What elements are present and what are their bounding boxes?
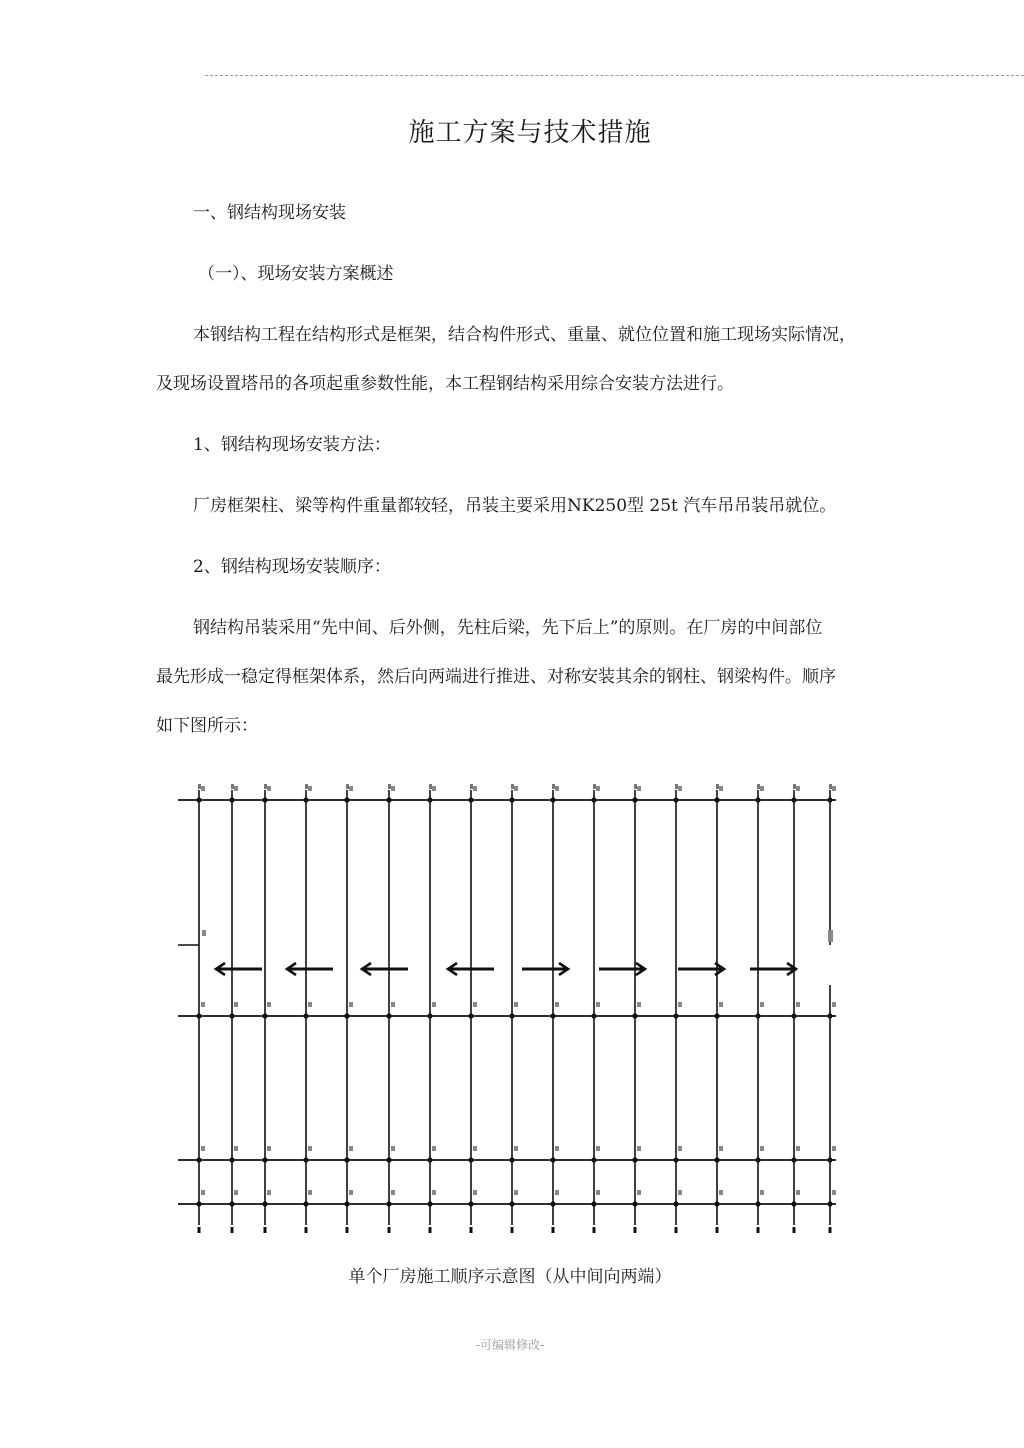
grid-node — [303, 1013, 308, 1018]
column-axis-marker — [346, 784, 349, 789]
column-axis-marker — [511, 1227, 514, 1233]
grid-node — [468, 1201, 473, 1206]
node-label-mark — [234, 786, 238, 791]
node-label-mark — [234, 1190, 238, 1195]
arrow-right-icon — [522, 963, 568, 975]
node-label-mark — [760, 1146, 764, 1151]
column-axis-marker — [305, 1227, 308, 1233]
node-label-mark — [596, 1002, 600, 1007]
node-label-mark — [432, 1190, 436, 1195]
grid-node — [344, 1013, 349, 1018]
node-label-mark — [832, 1146, 836, 1151]
node-label-mark — [391, 1190, 395, 1195]
node-label-mark — [596, 1190, 600, 1195]
node-label-mark — [796, 786, 800, 791]
node-label-mark — [349, 1002, 353, 1007]
node-label-mark — [637, 786, 641, 791]
grid-node — [791, 1201, 796, 1206]
node-label-mark — [308, 1146, 312, 1151]
grid-node — [791, 797, 796, 802]
grid-node — [196, 1157, 201, 1162]
grid-node — [262, 1157, 267, 1162]
grid-node — [591, 797, 596, 802]
node-label-mark — [678, 1002, 682, 1007]
grid-node — [196, 1201, 201, 1206]
grid-node — [196, 797, 201, 802]
column-axis-marker — [470, 784, 473, 789]
node-label-mark — [391, 786, 395, 791]
grid-node — [827, 1201, 832, 1206]
node-label-mark — [555, 1190, 559, 1195]
column-axis-marker — [716, 784, 719, 789]
item-1-heading: 1、钢结构现场安装方法： — [193, 435, 391, 455]
grid-node — [229, 1013, 234, 1018]
node-label-mark — [637, 1002, 641, 1007]
column-axis-marker — [264, 1227, 267, 1233]
node-label-mark — [267, 1002, 271, 1007]
column-axis-marker — [675, 784, 678, 789]
item-1-text: 厂房框架柱、梁等构件重量都较轻，吊装主要采用NK250型 25t 汽车吊吊装吊就位。 — [193, 496, 837, 516]
page-footer: -可编辑修改- — [475, 1338, 545, 1352]
column-axis-marker — [388, 1227, 391, 1233]
node-label-mark — [555, 1146, 559, 1151]
grid-node — [673, 1013, 678, 1018]
column-axis-marker — [470, 1227, 473, 1233]
node-label-mark — [391, 1002, 395, 1007]
node-label-mark — [473, 1190, 477, 1195]
column-axis-marker — [793, 784, 796, 789]
column-axis-marker — [552, 784, 555, 789]
node-label-mark — [678, 1190, 682, 1195]
grid-node — [632, 797, 637, 802]
section-heading: 一、钢结构现场安装 — [193, 203, 346, 223]
grid-node — [509, 1013, 514, 1018]
node-label-mark — [308, 1190, 312, 1195]
grid-node — [196, 1013, 201, 1018]
column-axis-marker — [429, 1227, 432, 1233]
paragraph-1-line-1: 本钢结构工程在结构形式是框架，结合构件形式、重量、就位位置和施工现场实际情况， — [193, 325, 856, 345]
grid-node — [673, 1201, 678, 1206]
node-label-mark — [514, 1002, 518, 1007]
grid-node — [509, 797, 514, 802]
grid-node — [791, 1013, 796, 1018]
node-label-mark — [432, 786, 436, 791]
node-label-mark — [473, 786, 477, 791]
item-2-heading: 2、钢结构现场安装顺序： — [193, 557, 391, 577]
arrow-right-icon — [750, 963, 796, 975]
grid-node — [262, 797, 267, 802]
grid-node — [303, 1157, 308, 1162]
grid-node — [550, 1201, 555, 1206]
grid-node — [673, 1157, 678, 1162]
node-label-mark — [760, 1190, 764, 1195]
node-label-mark — [202, 930, 206, 936]
grid-node — [262, 1013, 267, 1018]
axis-label-mark — [828, 930, 833, 942]
column-axis-marker — [388, 784, 391, 789]
grid-node — [591, 1013, 596, 1018]
grid-node — [427, 1157, 432, 1162]
grid-node — [509, 1157, 514, 1162]
arrow-left-icon — [216, 963, 262, 975]
grid-node — [229, 797, 234, 802]
arrow-right-icon — [599, 963, 645, 975]
grid-node — [632, 1201, 637, 1206]
column-axis-marker — [198, 1227, 201, 1233]
column-axis-marker — [634, 784, 637, 789]
column-axis-marker — [511, 784, 514, 789]
grid-node — [262, 1201, 267, 1206]
paragraph-1-line-2: 及现场设置塔吊的各项起重参数性能，本工程钢结构采用综合安装方法进行。 — [156, 374, 734, 394]
grid-node — [632, 1013, 637, 1018]
node-label-mark — [473, 1146, 477, 1151]
node-label-mark — [719, 1146, 723, 1151]
node-label-mark — [796, 1146, 800, 1151]
column-axis-marker — [264, 784, 267, 789]
column-axis-marker — [552, 1227, 555, 1233]
node-label-mark — [555, 786, 559, 791]
grid-node — [344, 1157, 349, 1162]
grid-node — [344, 1201, 349, 1206]
column-axis-marker — [793, 1227, 796, 1233]
node-label-mark — [678, 786, 682, 791]
grid-node — [386, 797, 391, 802]
node-label-mark — [596, 786, 600, 791]
grid-node — [386, 1157, 391, 1162]
grid-node — [229, 1157, 234, 1162]
node-label-mark — [555, 1002, 559, 1007]
grid-node — [427, 1013, 432, 1018]
node-label-mark — [201, 1190, 205, 1195]
grid-node — [591, 1201, 596, 1206]
grid-node — [229, 1201, 234, 1206]
node-label-mark — [201, 786, 205, 791]
node-label-mark — [267, 786, 271, 791]
grid-node — [714, 1013, 719, 1018]
paragraph-2-line-2: 最先形成一稳定得框架体系，然后向两端进行推进、对称安装其余的钢柱、钢梁构件。顺序 — [156, 667, 836, 687]
arrow-left-icon — [287, 963, 333, 975]
grid-node — [427, 797, 432, 802]
node-label-mark — [391, 1146, 395, 1151]
node-label-mark — [514, 786, 518, 791]
grid-node — [755, 1201, 760, 1206]
node-label-mark — [234, 1146, 238, 1151]
column-axis-marker — [757, 1227, 760, 1233]
node-label-mark — [796, 1190, 800, 1195]
grid-node — [714, 1157, 719, 1162]
node-label-mark — [349, 786, 353, 791]
grid-node — [755, 797, 760, 802]
column-axis-marker — [429, 784, 432, 789]
column-axis-marker — [305, 784, 308, 789]
grid-node — [303, 1201, 308, 1206]
node-label-mark — [308, 786, 312, 791]
grid-node — [303, 797, 308, 802]
node-label-mark — [234, 1002, 238, 1007]
grid-node — [509, 1201, 514, 1206]
node-label-mark — [349, 1190, 353, 1195]
column-axis-marker — [675, 1227, 678, 1233]
node-label-mark — [267, 1146, 271, 1151]
grid-node — [673, 797, 678, 802]
node-label-mark — [201, 1002, 205, 1007]
paragraph-2-line-1: 钢结构吊装采用“先中间、后外侧，先柱后梁，先下后上”的原则。在厂房的中间部位 — [193, 618, 823, 638]
column-axis-marker — [634, 1227, 637, 1233]
node-label-mark — [514, 1146, 518, 1151]
column-axis-marker — [346, 1227, 349, 1233]
column-axis-marker — [829, 784, 832, 789]
grid-node — [827, 797, 832, 802]
grid-node — [755, 1157, 760, 1162]
grid-node — [714, 797, 719, 802]
paragraph-2-line-3: 如下图所示： — [156, 716, 258, 736]
column-axis-marker — [757, 784, 760, 789]
node-label-mark — [637, 1190, 641, 1195]
grid-node — [468, 797, 473, 802]
node-label-mark — [432, 1002, 436, 1007]
node-label-mark — [514, 1190, 518, 1195]
figure-caption: 单个厂房施工顺序示意图（从中间向两端） — [348, 1267, 672, 1287]
grid-node — [427, 1201, 432, 1206]
grid-node — [386, 1013, 391, 1018]
node-label-mark — [719, 1002, 723, 1007]
subsection-heading: （一）、现场安装方案概述 — [198, 264, 394, 284]
column-axis-marker — [198, 784, 201, 789]
grid-node — [714, 1201, 719, 1206]
node-label-mark — [308, 1002, 312, 1007]
node-label-mark — [832, 1190, 836, 1195]
grid-node — [827, 1157, 832, 1162]
node-label-mark — [832, 1002, 836, 1007]
node-label-mark — [796, 1002, 800, 1007]
node-label-mark — [596, 1146, 600, 1151]
arrow-left-icon — [362, 963, 408, 975]
node-label-mark — [267, 1190, 271, 1195]
grid-node — [632, 1157, 637, 1162]
node-label-mark — [637, 1146, 641, 1151]
column-axis-marker — [593, 1227, 596, 1233]
grid-node — [468, 1157, 473, 1162]
grid-node — [386, 1201, 391, 1206]
grid-node — [591, 1157, 596, 1162]
column-axis-marker — [716, 1227, 719, 1233]
grid-node — [550, 1013, 555, 1018]
node-label-mark — [201, 1146, 205, 1151]
node-label-mark — [719, 1190, 723, 1195]
page-title: 施工方案与技术措施 — [408, 118, 652, 148]
node-label-mark — [349, 1146, 353, 1151]
node-label-mark — [832, 786, 836, 791]
grid-node — [550, 797, 555, 802]
node-label-mark — [678, 1146, 682, 1151]
grid-node — [755, 1013, 760, 1018]
column-axis-marker — [231, 1227, 234, 1233]
node-label-mark — [760, 1002, 764, 1007]
node-label-mark — [760, 786, 764, 791]
node-label-mark — [473, 1002, 477, 1007]
arrow-right-icon — [678, 963, 724, 975]
grid-node — [468, 1013, 473, 1018]
node-label-mark — [432, 1146, 436, 1151]
grid-node — [344, 797, 349, 802]
grid-node — [791, 1157, 796, 1162]
column-axis-marker — [593, 784, 596, 789]
node-label-mark — [719, 786, 723, 791]
column-axis-marker — [231, 784, 234, 789]
grid-node — [827, 1013, 832, 1018]
column-axis-marker — [829, 1227, 832, 1233]
grid-node — [550, 1157, 555, 1162]
